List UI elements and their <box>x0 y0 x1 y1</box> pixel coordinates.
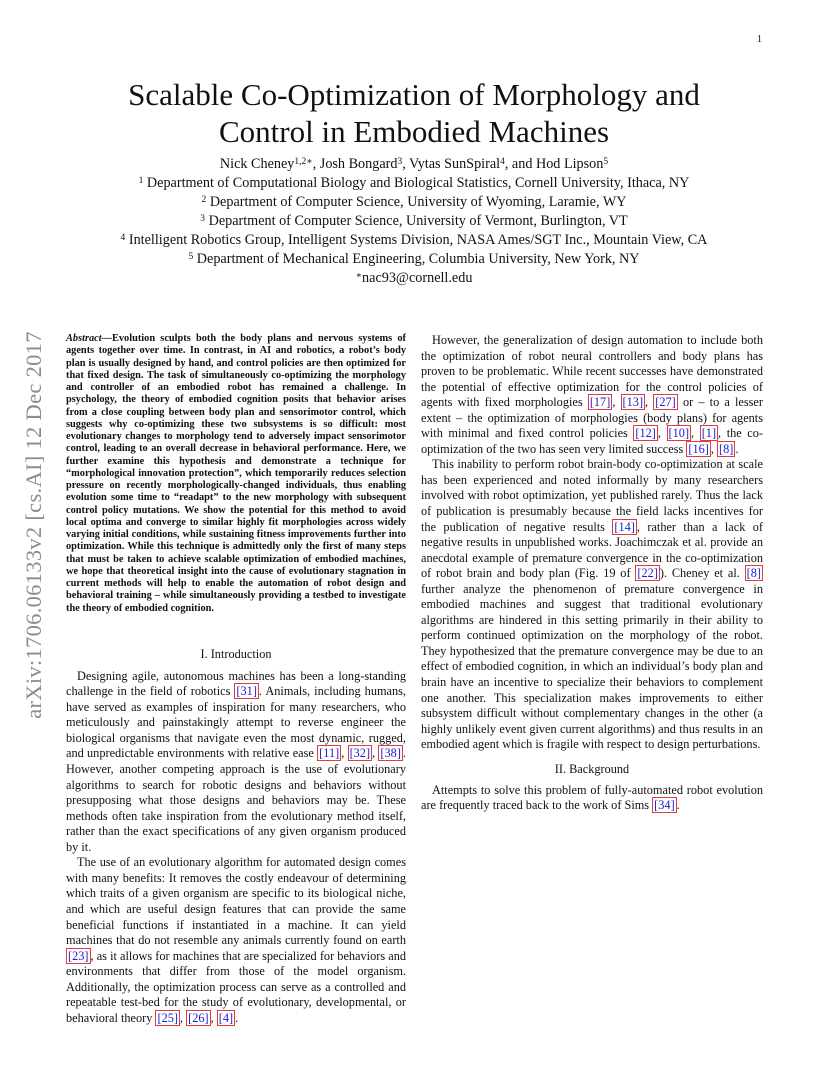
affiliation <box>60 212 768 231</box>
text-run: This inability to perform robot brain-body co-optimization at scale has been experienced and noted informally by many researchers involved with robot optimization, yet published rarely. Thus the lack of publication is presumably because the field lacks incentives for the publication of negative results <box>421 457 763 534</box>
text-run: , <box>645 395 654 410</box>
citation-link[interactable]: [12] <box>635 426 656 441</box>
author-names <box>60 155 768 174</box>
citation-link[interactable]: [31] <box>236 684 257 699</box>
section-heading-introduction: I. Introduction <box>200 646 272 661</box>
affiliation <box>60 193 768 212</box>
author-sep: , <box>402 156 410 172</box>
author-sup: 3 <box>397 157 403 167</box>
text-run: , <box>341 746 348 761</box>
corresponding-email <box>60 269 768 288</box>
citation-link[interactable]: [14] <box>614 519 635 534</box>
text-run: Attempts to solve this problem of fully-automated robot evolution are frequently traced back to the work of Sims <box>421 782 763 813</box>
section-heading-background: II. Background <box>554 761 630 776</box>
text-run: , as it allows for machines that are specialized for behaviors and environments that differ from those of the model organism. Additionally, the optimization process can serve as a controlled and repeatable test-bed for the study of evolutionary, developmental, or behavioral theory <box>66 948 406 1025</box>
email-sup: ∗ <box>355 271 363 281</box>
author-sep: , <box>312 156 320 172</box>
citation-link[interactable]: [34] <box>654 798 675 813</box>
paragraph <box>421 783 763 814</box>
affiliation-sup: 2 <box>201 195 207 205</box>
abstract-text: —Evolution sculpts both the body plans and nervous systems of agents together over time. In contrast, in AI and robotics, a robot’s body plan is usually designed by hand, and control policies are then optimized for that fixed design. The task of simultaneously co-optimizing the morphology and controller of an embodied robot has remained a challenge. In psychology, the theory of embodied cognition posits that behavior arises from a close coupling between body plan and sensorimotor control, which suggests why co-optimizing these two subsystems is so difficult: most evolutionary changes to morphology tend to adversely impact sensorimotor control, leading to an overall decrease in behavioral performance. Here, we further examine this hypothesis and demonstrate a technique for “morphological innovation protection”, which temporarily reduces selection pressure on recently morphologically-changed individuals, thus enabling evolution some time to “readapt” to the new morphology with subsequent control policy mutations. We show the potential for this method to avoid local optima and converge to similar highly fit morphologies across widely varying initial conditions, while sustaining fitness improvements further into optimization. While this technique is admittedly only the first of many steps that must be taken to achieve scalable optimization of embodied machines, we hope that theoretical insight into the cause of evolutionary stagnation in current methods will help to enable the automation of robot design and behavioral training – while simultaneously providing a testbed to investigate the theory of embodied cognition. <box>66 333 406 614</box>
author-name: Vytas SunSpiral <box>409 156 501 172</box>
author-name: Nick Cheney <box>219 156 295 172</box>
author-sup: 1,2∗ <box>294 157 313 167</box>
author-name: Josh Bongard <box>319 156 398 172</box>
citation-link[interactable]: [32] <box>349 746 371 761</box>
paper-title <box>60 76 768 150</box>
affiliation-sup: 5 <box>188 252 194 262</box>
affiliation-sup: 4 <box>120 233 126 243</box>
author-sup: 4 <box>500 157 505 167</box>
affiliation <box>60 250 768 269</box>
affiliation-text: Department of Computer Science, University of Wyoming, Laramie, WY <box>206 194 627 210</box>
citation-link[interactable]: [8] <box>719 441 734 456</box>
citation-link[interactable]: [27] <box>655 395 676 410</box>
author-sep: , and <box>504 156 536 172</box>
author-sup: 5 <box>603 157 609 167</box>
paragraph <box>421 457 763 752</box>
page-number: 1 <box>757 34 762 45</box>
text-run: , rather than a lack of negative results in unpublished works. Joachimczak et al. provide an anecdotal example of premature convergence in the co-optimization of robot brain and body plan (Fig. 19 of <box>421 519 763 581</box>
citation-link[interactable]: [11] <box>319 746 340 761</box>
affiliation-text: Intelligent Robotics Group, Intelligent Systems Division, NASA Ames/SGT Inc., Mountain View, CA <box>125 232 708 248</box>
text-run: , <box>612 395 621 410</box>
affiliation-text: Department of Computational Biology and Biological Statistics, Cornell University, Ithaca, NY <box>143 175 690 191</box>
citation-link[interactable]: [1] <box>701 426 717 441</box>
text-run: . <box>235 1010 239 1025</box>
citation-link[interactable]: [26] <box>188 1010 209 1025</box>
text-run: or – to a lesser extent – the optimization of morphologies (body plans) for agents with minimal and fixed control policies <box>421 395 763 441</box>
right-column <box>421 333 763 814</box>
text-run: further analyze the phenomenon of premature convergence in embodied machines and suggest that traditional evolutionary algorithms are hindered in this setting primarily in their ability to perform continued optimization on the morphology of the robot. They hypothesized that the premature convergence may be due to an effect of embodied cognition, in which an individual’s body plan and brain have an incentive to specialize their behaviors to complement one another. This specialization makes improvements to either subsystem difficult without complementary changes in the other (a highly unlikely event given current algorithms) and thus results in an embodied agent which is fragile with respect to design perturbations. <box>421 581 763 752</box>
text-run: However, the generalization of design automation to include both the optimization of robot neural controllers and body plans has proven to be problematic. While recent successes have demonstrated the potential of effective optimization for the control policies of agents with fixed morphologies <box>421 333 763 410</box>
arxiv-stamp-text: arXiv:1706.06133v2 [cs.AI] 12 Dec 2017 <box>21 331 46 719</box>
citation-link[interactable]: [25] <box>157 1010 178 1025</box>
text-run: . <box>735 441 739 456</box>
author-block <box>60 155 768 288</box>
email-text: nac93@cornell.edu <box>362 270 473 286</box>
text-run: , <box>710 441 717 456</box>
author-name: Hod Lipson <box>535 156 604 172</box>
citation-link[interactable]: [10] <box>668 426 690 441</box>
affiliation-sup: 3 <box>200 214 206 224</box>
title-line-2: Control in Embodied Machines <box>218 114 610 149</box>
citation-link[interactable]: [13] <box>622 395 644 410</box>
affiliation <box>60 174 768 193</box>
citation-link[interactable]: [17] <box>589 395 611 410</box>
text-run: . Animals, including humans, have served as examples of inspiration for many researchers, who meticulously and painstakingly attempt to reverse engineer the biological organisms that navigate even the most dynamic, rugged, and unpredictable environments with relative ease <box>66 684 406 761</box>
abstract <box>66 333 406 615</box>
paragraph <box>421 333 763 457</box>
title-line-1: Scalable Co-Optimization of Morphology and <box>128 77 700 112</box>
text-run: Designing agile, autonomous machines has been a long-standing challenge in the field of robotics <box>66 668 406 699</box>
text-run: ). Cheney et al. <box>659 566 745 581</box>
affiliation-text: Department of Computer Science, University of Vermont, Burlington, VT <box>205 213 628 229</box>
citation-link[interactable]: [23] <box>68 948 89 963</box>
text-run: , the co-optimization of the two has seen very limited success <box>421 426 763 456</box>
text-run: , <box>372 746 379 761</box>
citation-link[interactable]: [8] <box>746 566 761 581</box>
text-run: The use of an evolutionary algorithm for automated design comes with many benefits: It removes the costly endeavour of determining which traits of a given organism are specific to its biological niche, and which are useful design features that can provide the same beneficial functions if instantiated in a machine. It can yield machines that do not resemble any animals currently found on earth <box>66 855 406 948</box>
text-run: , <box>691 426 700 441</box>
text-run: , <box>179 1010 187 1025</box>
abstract-label: Abstract <box>66 333 102 344</box>
paragraph <box>66 669 406 856</box>
arxiv-stamp <box>10 290 58 760</box>
text-run: . <box>676 798 680 813</box>
text-run: , <box>210 1010 217 1025</box>
affiliation-text: Department of Mechanical Engineering, Columbia University, New York, NY <box>193 251 640 267</box>
citation-link[interactable]: [38] <box>380 746 401 761</box>
affiliation <box>60 231 768 250</box>
citation-link[interactable]: [4] <box>218 1010 234 1025</box>
citation-link[interactable]: [22] <box>637 566 658 581</box>
paragraph <box>66 855 406 1026</box>
text-run: , <box>657 426 667 441</box>
left-column <box>66 333 406 1026</box>
citation-link[interactable]: [16] <box>688 441 709 456</box>
text-run: . However, another competing approach is the use of evolutionary algorithms to search for robotic designs and behaviors without presupposing what those designs and behaviors may be. These methods often take inspiration from the evolutionary method itself, rather than the exact specifications of any given organism produced by it. <box>66 746 406 854</box>
affiliation-sup: 1 <box>138 176 144 186</box>
